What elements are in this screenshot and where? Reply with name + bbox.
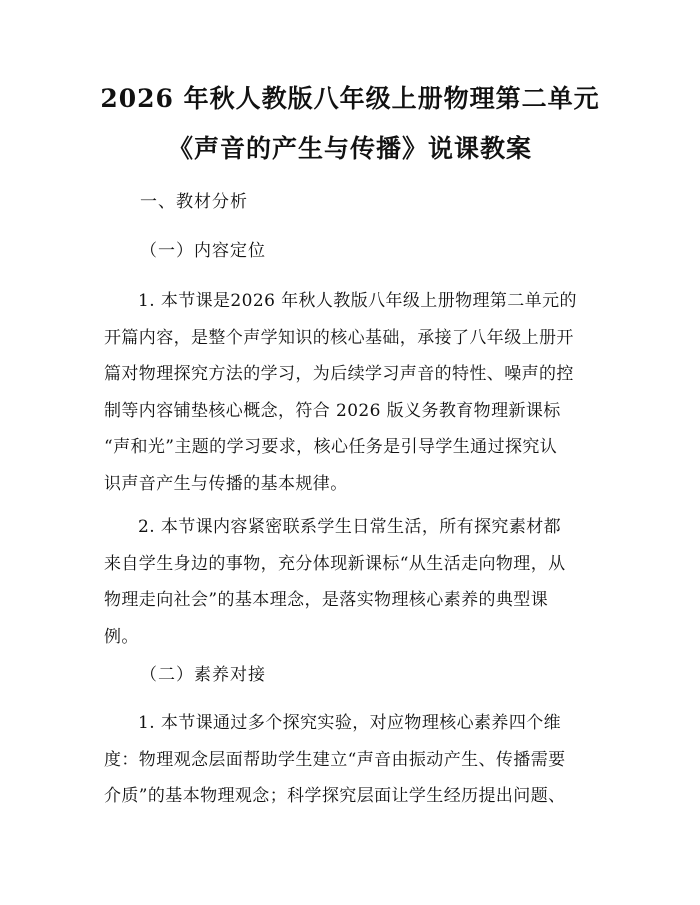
paragraph-line: “声和光”主题的学习要求，核心任务是引导学生通过探究认 bbox=[104, 437, 558, 457]
subsection-heading-content-positioning: （一）内容定位 bbox=[140, 241, 266, 261]
paragraph-line: 篇对物理探究方法的学习，为后续学习声音的特性、噪声的控 bbox=[104, 364, 574, 384]
paragraph-line: 来自学生身边的事物，充分体现新课标“从生活走向物理，从 bbox=[104, 553, 566, 574]
paragraph-line: 介质”的基本物理观念；科学探究层面让学生经历提出问题、 bbox=[104, 786, 566, 806]
paragraph-3 bbox=[104, 705, 614, 815]
paragraph-1 bbox=[104, 283, 614, 502]
paragraph-line: 制等内容铺垫核心概念，符合 2026 版义务教育物理新课标 bbox=[104, 400, 561, 421]
paragraph-2 bbox=[104, 509, 614, 655]
paragraph-line: 识声音产生与传播的基本规律。 bbox=[104, 473, 348, 494]
paragraph-line: 1. 本节课是2026 年秋人教版八年级上册物理第二单元的 bbox=[138, 291, 577, 311]
paragraph-line: 度：物理观念层面帮助学生建立“声音由振动产生、传播需要 bbox=[104, 749, 566, 770]
paragraph-line: 2. 本节课内容紧密联系学生日常生活，所有探究素材都 bbox=[138, 517, 562, 537]
paragraph-line: 例。 bbox=[104, 626, 139, 647]
subsection-heading-literacy-alignment: （二）素养对接 bbox=[140, 665, 266, 685]
document-title-line-1: 2026 年秋人教版八年级上册物理第二单元 bbox=[100, 84, 600, 113]
section-heading-textbook-analysis: 一、教材分析 bbox=[140, 192, 248, 212]
paragraph-line: 物理走向社会”的基本理念，是落实物理核心素养的典型课 bbox=[104, 590, 549, 610]
document-title-line-2: 《声音的产生与传播》说课教案 bbox=[167, 134, 532, 163]
paragraph-line: 1. 本节课通过多个探究实验，对应物理核心素养四个维 bbox=[138, 713, 562, 733]
paragraph-line: 开篇内容，是整个声学知识的核心基础，承接了八年级上册开 bbox=[104, 327, 574, 348]
